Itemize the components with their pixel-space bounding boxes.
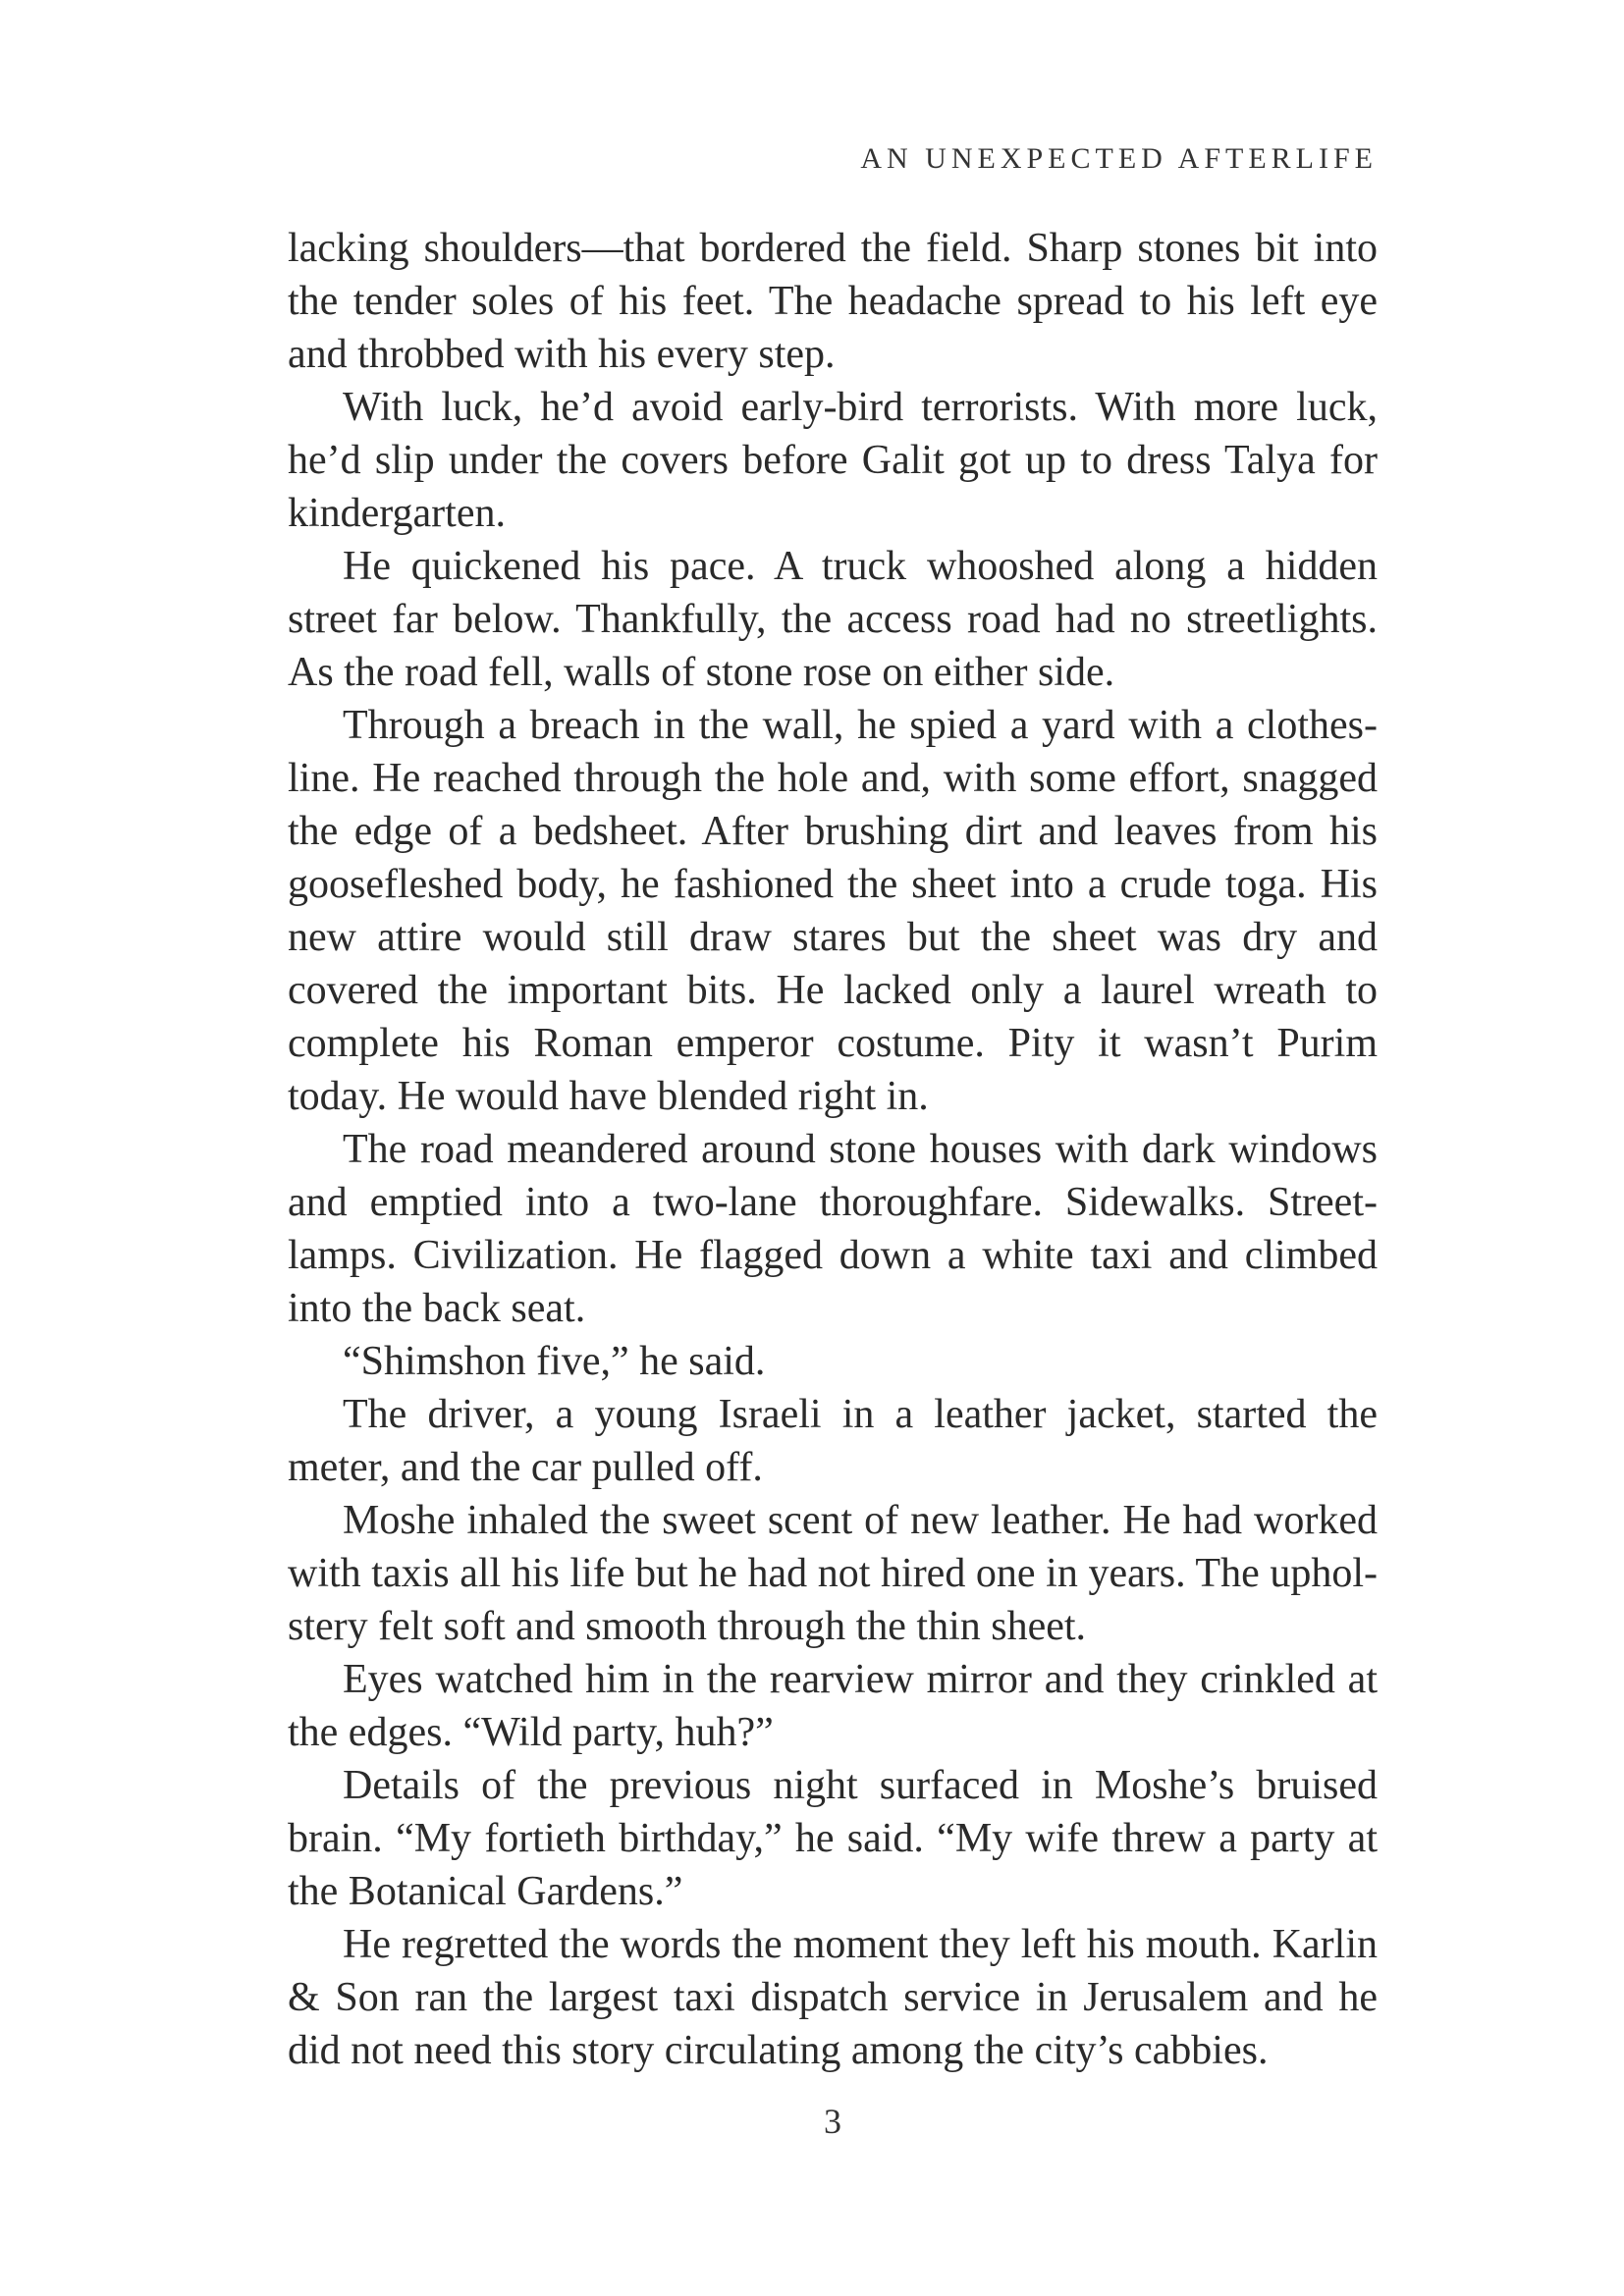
paragraph: The road meandered around stone houses with dark windows and emptied into a two-lane thoroughfare. Sidewalks. Streetlamps. Civilization. He flagged down a white taxi and climbed into the back seat.: [288, 1127, 1378, 1331]
paragraph: lacking shoulders—that bordered the field. Sharp stones bit into the tender soles of his feet. The headache spread to his left eye and throbbed with his every step.: [288, 226, 1378, 377]
paragraph: “Shimshon five,” he said.: [343, 1339, 766, 1384]
book-page: [288, 0, 1378, 2296]
body-text: [288, 222, 1378, 2077]
paragraph: Details of the previous night surfaced in Moshe’s bruised brain. “My fortieth birthday,” he said. “My wife threw a party at the Botanical Gardens.”: [288, 1763, 1378, 1914]
paragraph: Through a breach in the wall, he spied a yard with a clothesline. He reached through the hole and, with some effort, snagged the edge of a bedsheet. After brushing dirt and leaves from his goosefleshed body, he fashioned the sheet into a crude toga. His new attire would still draw stares but the sheet was dry and covered the important bits. He lacked only a laurel wreath to complete his Roman emperor costume. Pity it wasn’t Purim today. He would have blended right in.: [288, 703, 1378, 1119]
paragraph: The driver, a young Israeli in a leather jacket, started the meter, and the car pulled off.: [288, 1392, 1378, 1490]
paragraph: He quickened his pace. A truck whooshed along a hidden street far below. Thankfully, the access road had no streetlights. As the road fell, walls of stone rose on either side.: [288, 544, 1378, 695]
paragraph: He regretted the words the moment they left his mouth. Karlin & Son ran the largest taxi dispatch service in Jerusalem and he did not need this story circulating among the city’s cabbies.: [288, 1922, 1378, 2073]
page-number: 3: [824, 2102, 841, 2141]
paragraph: With luck, he’d avoid early-bird terrorists. With more luck, he’d slip under the covers before Galit got up to dress Talya for kindergarten.: [288, 385, 1378, 536]
paragraph: Moshe inhaled the sweet scent of new leather. He had worked with taxis all his life but he had not hired one in years. The upholstery felt soft and smooth through the thin sheet.: [288, 1498, 1378, 1649]
paragraph: Eyes watched him in the rearview mirror and they crinkled at the edges. “Wild party, huh?”: [288, 1657, 1378, 1755]
running-head: AN UNEXPECTED AFTERLIFE: [860, 142, 1378, 175]
